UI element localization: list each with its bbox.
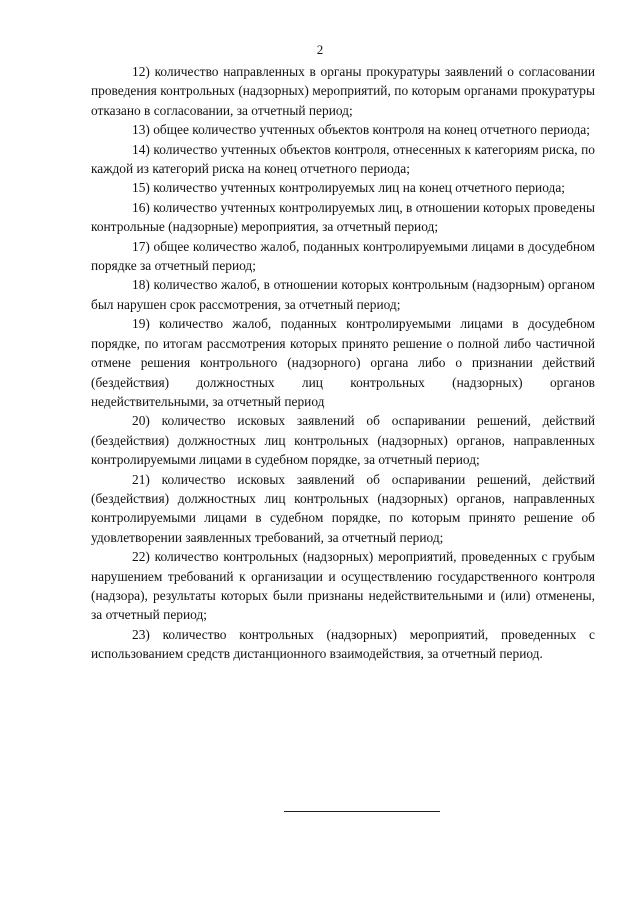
list-item: 16) количество учтенных контролируемых лиц, в отношении которых проведены контрольные (надзорные) мероприятия, за отчетный период; xyxy=(91,199,595,235)
list-item: 20) количество исковых заявлений об оспаривании решений, действий (бездействия) должностных лиц контрольных (надзорных) органов, направленных контролируемыми лицами в судебном порядке, за отчетный период; xyxy=(91,413,595,468)
list-item: 12) количество направленных в органы прокуратуры заявлений о согласовании проведения контрольных (надзорных) мероприятий, по которым органами прокуратуры отказано в согласовании, за отчетный период; xyxy=(91,64,595,118)
end-divider xyxy=(284,811,440,812)
list-item: 13) общее количество учтенных объектов контроля на конец отчетного периода; xyxy=(132,122,590,138)
document-body xyxy=(91,62,595,664)
page-number: 2 xyxy=(316,42,324,57)
list-item: 18) количество жалоб, в отношении которых контрольным (надзорным) органом был нарушен срок рассмотрения, за отчетный период; xyxy=(91,277,595,312)
list-item: 23) количество контрольных (надзорных) мероприятий, проведенных с использованием средств дистанционного взаимодействия, за отчетный период. xyxy=(91,626,595,662)
list-item: 15) количество учтенных контролируемых лиц на конец отчетного периода; xyxy=(132,180,566,196)
list-item: 17) общее количество жалоб, поданных контролируемыми лицами в досудебном порядке за отчетный период; xyxy=(91,238,595,274)
list-item: 22) количество контрольных (надзорных) мероприятий, проведенных с грубым нарушением требований к организации и осуществлению государственного контроля (надзора), результаты которых были признаны недействительными и (или) отменены, за отчетный период; xyxy=(91,549,595,623)
list-item: 14) количество учтенных объектов контроля, отнесенных к категориям риска, по каждой из категорий риска на конец отчетного периода; xyxy=(91,141,595,177)
list-item: 19) количество жалоб, поданных контролируемыми лицами в досудебном порядке, по итогам рассмотрения которых принято решение о полной либо частичной отмене решения контрольного (надзорного) органа либо о признании действий (бездействия) должностных лиц контрольных (надзорных) органов недействительными, за отчетный период xyxy=(91,316,595,409)
list-item: 21) количество исковых заявлений об оспаривании решений, действий (бездействия) должностных лиц контрольных (надзорных) органов, направленных контролируемыми лицами в судебном порядке, по которым принято решение об удовлетворении заявленных требований, за отчетный период; xyxy=(91,471,595,545)
